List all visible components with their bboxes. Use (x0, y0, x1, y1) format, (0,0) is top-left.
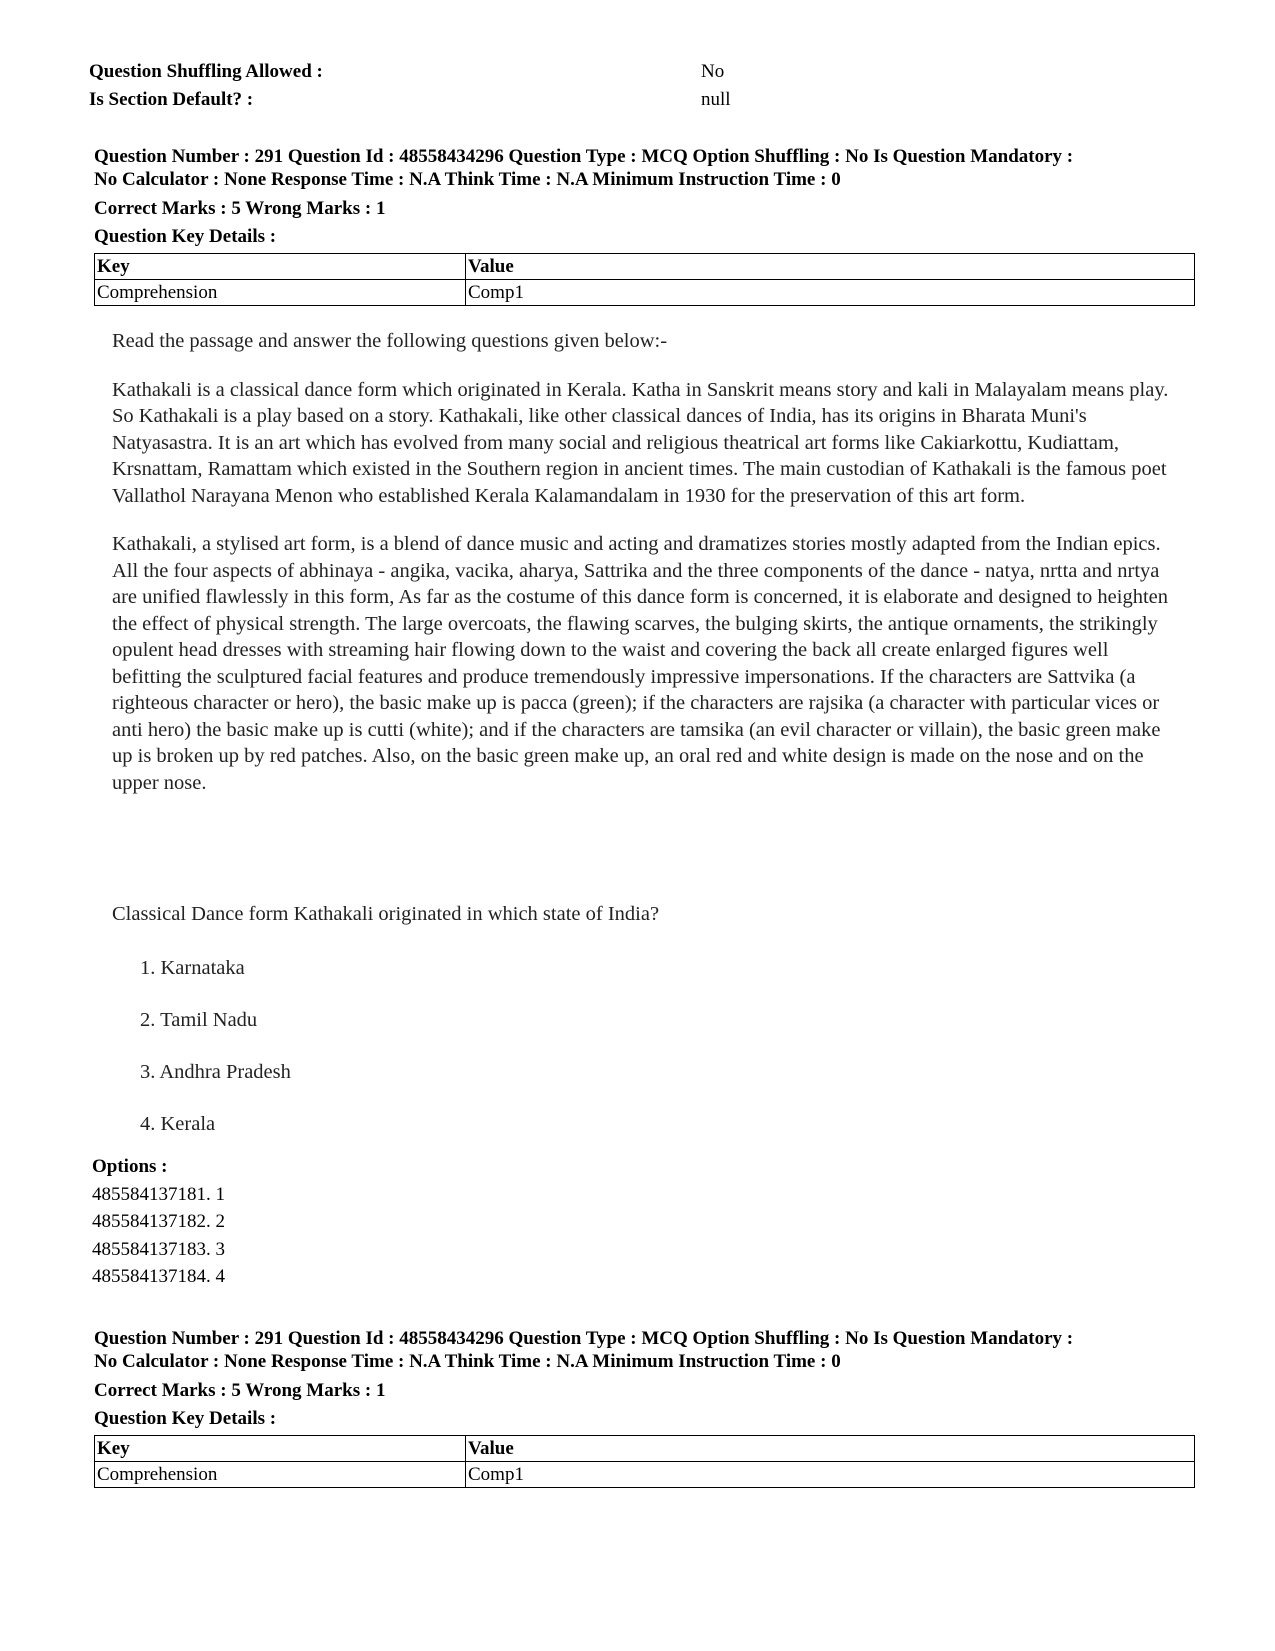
list-item: 4. Kerala (140, 1113, 216, 1135)
key-details-title: Question Key Details : (94, 226, 277, 247)
question-header-line2: No Calculator : None Response Time : N.A Think Time : N.A Minimum Instruction Time : 0 (94, 169, 841, 190)
option-id: 485584137181. 1 (92, 1183, 225, 1205)
question-header-line2: No Calculator : None Response Time : N.A Think Time : N.A Minimum Instruction Time : 0 (94, 1351, 841, 1372)
table-header-key: Key (95, 1436, 466, 1462)
meta-value: null (701, 89, 731, 110)
table-cell-value: Comp1 (466, 1462, 1195, 1488)
table-header-value: Value (466, 1436, 1195, 1462)
question-header-block-2 (94, 1327, 1194, 1488)
table-header-key: Key (95, 254, 466, 280)
marks-line: Correct Marks : 5 Wrong Marks : 1 (94, 198, 386, 219)
list-item: 1. Karnataka (140, 957, 245, 979)
meta-value: No (701, 61, 725, 82)
table-row (95, 1462, 1195, 1488)
key-details-table (94, 253, 1195, 306)
option-id: 485584137182. 2 (92, 1211, 225, 1232)
key-details-table (94, 1435, 1195, 1488)
key-details-title: Question Key Details : (94, 1408, 277, 1429)
question-stem: Classical Dance form Kathakali originated in which state of India? (112, 903, 660, 925)
option-id: 485584137184. 4 (92, 1266, 225, 1287)
section-meta (89, 58, 1189, 114)
meta-label: Is Section Default? : (89, 89, 254, 110)
passage-intro: Read the passage and answer the following questions given below:- (112, 330, 668, 352)
table-cell-key: Comprehension (95, 1462, 466, 1488)
meta-label: Question Shuffling Allowed : (89, 61, 323, 82)
table-row (95, 280, 1195, 306)
options-title: Options : (92, 1156, 168, 1177)
comprehension-passage (112, 328, 1182, 796)
meta-row-section-default (89, 86, 1189, 114)
passage-paragraph-1: Kathakali is a classical dance form which originated in Kerala. Katha in Sanskrit means story and kali in Malayalam means play. So Kathakali is a play based on a story. Kathakali, like other classical dances of India, has its origins in Bharata Muni's Natyasastra. It is an art which has evolved from many social and religious theatrical art forms like Cakiarkottu, Kudiattam, Krsnattam, Ramattam which existed in the Southern region in ancient times. The main custodian of Kathakali is the famous poet Vallathol Narayana Menon who established Kerala Kalamandalam in 1930 for the preservation of this art form. (112, 378, 1169, 507)
marks-line: Correct Marks : 5 Wrong Marks : 1 (94, 1380, 386, 1401)
list-item: 2. Tamil Nadu (140, 1009, 258, 1031)
answer-choices (140, 957, 291, 1165)
table-cell-key: Comprehension (95, 280, 466, 306)
question-header-block (94, 145, 1194, 306)
table-header-row (95, 254, 1195, 280)
table-cell-value: Comp1 (466, 280, 1195, 306)
table-header-value: Value (466, 254, 1195, 280)
passage-paragraph-2: Kathakali, a stylised art form, is a blend of dance music and acting and dramatizes stories mostly adapted from the Indian epics. All the four aspects of abhinaya - angika, vacika, aharya, Sattrika and the three components of the dance - natya, nrtta and nrtya are unified flawlessly in this form, As far as the costume of this dance form is concerned, it is elaborate and designed to heighten the effect of physical strength. The large overcoats, the flawing scarves, the bulging skirts, the antique ornaments, the strikingly opulent head dresses with streaming hair flowing down to the waist and covering the back all create enlarged figures well befitting the sculptured facial features and produce tremendously impressive impersonations. If the characters are Sattvika (a righteous character or hero), the basic make up is pacca (green); if the characters are rajsika (a character with particular vices or anti hero) the basic make up is cutti (white); and if the characters are tamsika (an evil character or villain), the basic green make up is broken up by red patches. Also, on the basic green make up, an oral red and white design is made on the nose and on the upper nose. (112, 533, 1169, 794)
option-id: 485584137183. 3 (92, 1238, 225, 1260)
list-item: 3. Andhra Pradesh (140, 1061, 291, 1083)
table-header-row (95, 1436, 1195, 1462)
question-header-line1: Question Number : 291 Question Id : 48558434296 Question Type : MCQ Option Shuffling : No Is Question Mandatory : (94, 1328, 1074, 1349)
options-block (92, 1153, 225, 1291)
meta-row-shuffling (89, 58, 1189, 86)
question-header-line1: Question Number : 291 Question Id : 48558434296 Question Type : MCQ Option Shuffling : No Is Question Mandatory : (94, 146, 1074, 167)
